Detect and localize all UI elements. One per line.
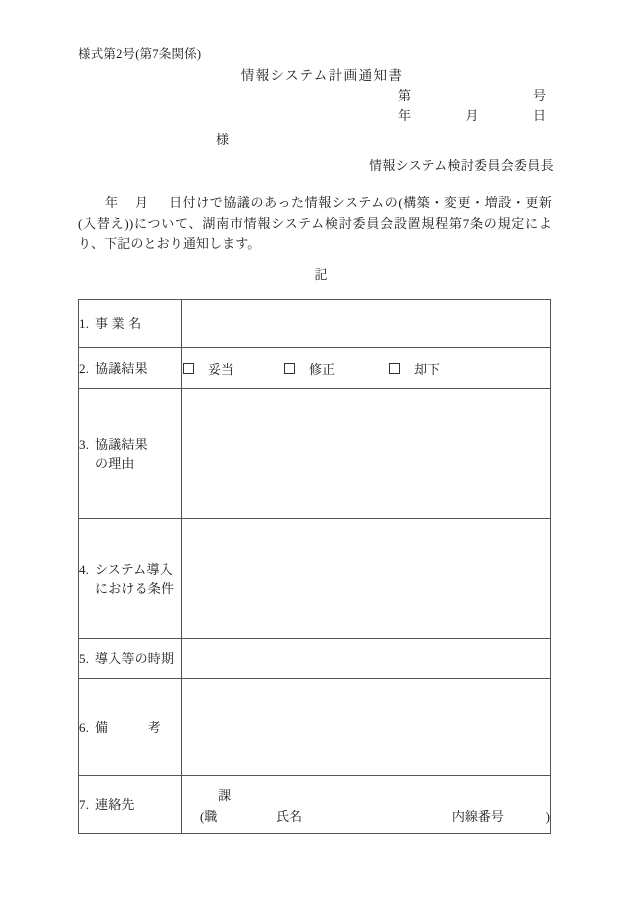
row-label-text: 導入等の時期 [95, 651, 175, 666]
table-row [79, 639, 551, 679]
row-value-result-reason[interactable] [182, 389, 551, 519]
row-number: 1. [79, 316, 90, 331]
choice-appropriate[interactable] [183, 359, 284, 378]
choice-rejection[interactable] [389, 359, 440, 378]
date-month-label: 月 [465, 108, 479, 123]
checkbox-icon[interactable] [284, 363, 295, 374]
choice-label: 却下 [414, 361, 441, 377]
row-number: 5. [79, 651, 90, 666]
issuer-title: 情報システム検討委員会委員長 [369, 158, 554, 173]
contact-extension-label[interactable]: 内線番号 [451, 808, 504, 824]
contact-name-label[interactable]: 氏名 [276, 808, 303, 824]
row-label-business-name [79, 300, 182, 348]
checkbox-icon[interactable] [183, 363, 194, 374]
contact-close-paren: ) [545, 808, 550, 824]
choice-label: 妥当 [208, 361, 235, 377]
table-row [79, 519, 551, 639]
row-label-introduction-timing [79, 639, 182, 679]
number-prefix: 第 [398, 88, 412, 103]
checkbox-icon[interactable] [389, 363, 400, 374]
table-row [79, 300, 551, 348]
table-row [79, 679, 551, 776]
row-label-result-reason [79, 389, 182, 519]
date-day-label: 日 [532, 108, 546, 123]
body-line2: について、湖南市情報システム検討委員会設置規程第7条の規定により、下記のとおり [78, 215, 553, 251]
contact-fields [182, 783, 550, 827]
row-label-text: 事 業 名 [95, 316, 142, 331]
row-label-subtext: における条件 [95, 580, 175, 596]
row-number: 2. [79, 360, 90, 376]
document-title: 情報システム計画通知書 [240, 68, 404, 83]
choice-revision[interactable] [284, 359, 389, 378]
row-value-introduction-timing[interactable] [182, 639, 551, 679]
body-line1-rest: 日付けで協議のあった情報システムの(構築・変更・増設・更新(入替え)) [78, 195, 552, 231]
document-number-line [398, 85, 546, 104]
row-label-text: 備 考 [95, 719, 162, 735]
row-number: 3. [79, 436, 90, 452]
row-label-text: 連絡先 [95, 797, 135, 812]
body-month-label: 月 [134, 195, 149, 210]
row-value-remarks[interactable] [182, 679, 551, 776]
body-year-label: 年 [105, 195, 119, 210]
row-value-introduction-conditions[interactable] [182, 519, 551, 639]
contact-detail-line [182, 806, 550, 827]
row-label-text: システム導入 [95, 561, 173, 577]
notification-table [78, 299, 551, 834]
row-number: 6. [79, 719, 90, 735]
result-choice-group [182, 359, 550, 378]
row-value-consultation-result [182, 348, 551, 389]
row-label-subtext: の理由 [95, 455, 135, 471]
body-line3: 通知します。 [182, 236, 261, 251]
document-date-line [398, 105, 546, 124]
row-number: 4. [79, 561, 90, 577]
table-row [79, 389, 551, 519]
row-label-text: 協議結果 [95, 436, 148, 452]
addressee-honorific: 様 [216, 132, 230, 147]
ki-mark: 記 [314, 267, 328, 282]
table-row [79, 348, 551, 389]
table-row [79, 776, 551, 834]
contact-division-label[interactable]: 課 [218, 787, 232, 803]
row-value-business-name[interactable] [182, 300, 551, 348]
body-paragraph [78, 193, 552, 255]
row-label-contact [79, 776, 182, 834]
row-label-text: 協議結果 [95, 360, 148, 376]
row-label-remarks [79, 679, 182, 776]
date-year-label: 年 [398, 108, 412, 123]
contact-post-label[interactable]: (職 [200, 808, 218, 824]
number-suffix: 号 [532, 88, 546, 103]
row-label-introduction-conditions [79, 519, 182, 639]
row-value-contact [182, 776, 551, 834]
row-number: 7. [79, 797, 90, 812]
form-number: 様式第2号(第7条関係) [78, 47, 202, 61]
choice-label: 修正 [309, 361, 336, 377]
row-label-consultation-result [79, 348, 182, 389]
